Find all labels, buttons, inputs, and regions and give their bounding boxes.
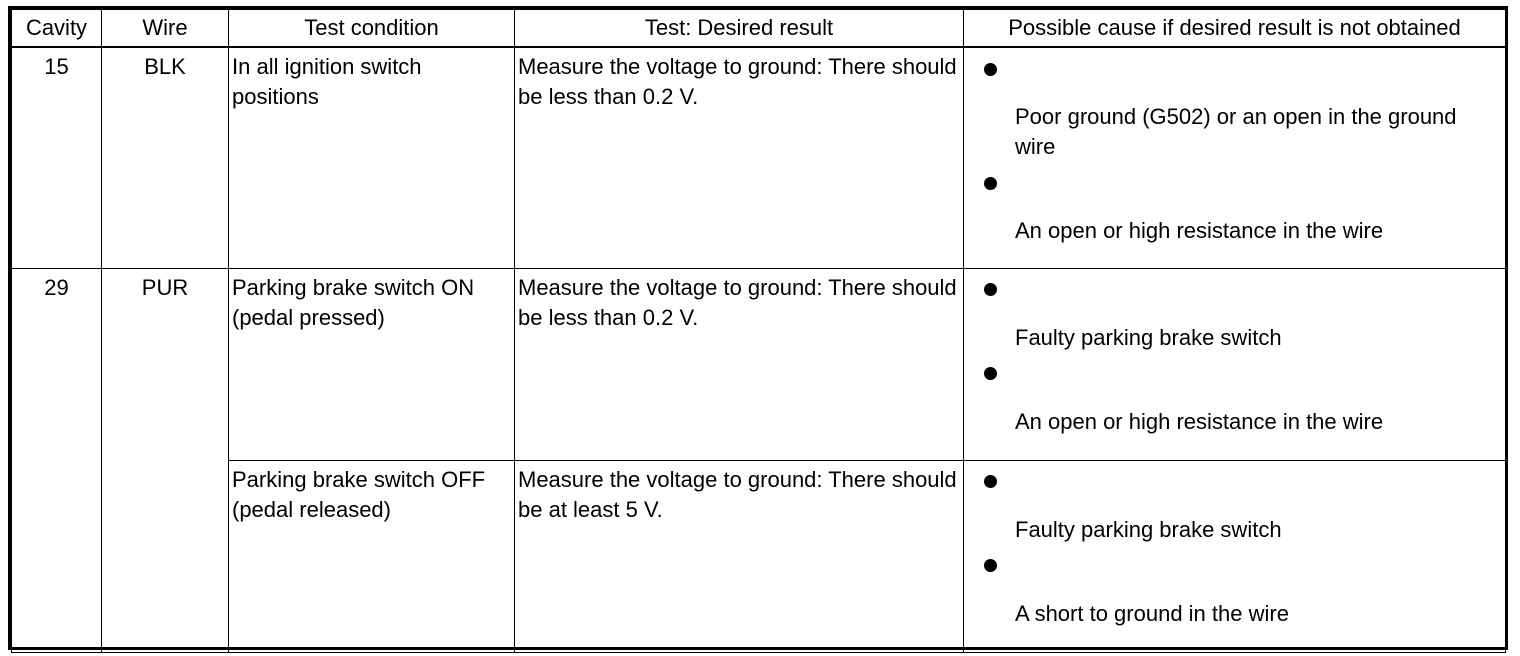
table-row xyxy=(12,268,1506,460)
bullet-icon xyxy=(984,63,997,76)
bullet-icon xyxy=(984,177,997,190)
header-desired-result: Test: Desired result xyxy=(515,10,964,48)
bullet-icon xyxy=(984,475,997,488)
condition-cell: In all ignition switch positions xyxy=(229,47,515,268)
result-cell: Measure the voltage to ground: There should be at least 5 V. xyxy=(515,460,964,652)
diagnostic-table-container xyxy=(8,6,1508,650)
bullet-icon xyxy=(984,283,997,296)
header-wire: Wire xyxy=(102,10,229,48)
header-possible-cause: Possible cause if desired result is not obtained xyxy=(964,10,1506,48)
header-test-condition: Test condition xyxy=(229,10,515,48)
wire-cell: BLK xyxy=(102,47,229,268)
cause-item: Poor ground (G502) or an open in the ground wire xyxy=(1015,104,1457,159)
cavity-cell: 15 xyxy=(12,47,102,268)
cavity-cell: 29 xyxy=(12,268,102,652)
cause-cell xyxy=(964,268,1506,460)
cause-item: Faulty parking brake switch xyxy=(1015,324,1282,350)
cause-cell xyxy=(964,460,1506,652)
header-row xyxy=(12,10,1506,48)
bullet-icon xyxy=(984,367,997,380)
cause-item: An open or high resistance in the wire xyxy=(1015,218,1384,243)
cause-cell xyxy=(964,47,1506,268)
header-cavity: Cavity xyxy=(12,10,102,48)
result-cell: Measure the voltage to ground: There should be less than 0.2 V. xyxy=(515,268,964,460)
cause-item: An open or high resistance in the wire xyxy=(1015,408,1384,434)
table-row xyxy=(12,460,1506,652)
bullet-icon xyxy=(984,559,997,572)
table-row xyxy=(12,47,1506,268)
condition-cell: Parking brake switch ON (pedal pressed) xyxy=(229,268,515,460)
cause-item: Faulty parking brake switch xyxy=(1015,516,1282,542)
cause-item: A short to ground in the wire xyxy=(1015,600,1289,626)
condition-cell: Parking brake switch OFF (pedal released) xyxy=(229,460,515,652)
wire-cell: PUR xyxy=(102,268,229,652)
result-cell: Measure the voltage to ground: There should be less than 0.2 V. xyxy=(515,47,964,268)
diagnostic-table xyxy=(11,9,1506,653)
